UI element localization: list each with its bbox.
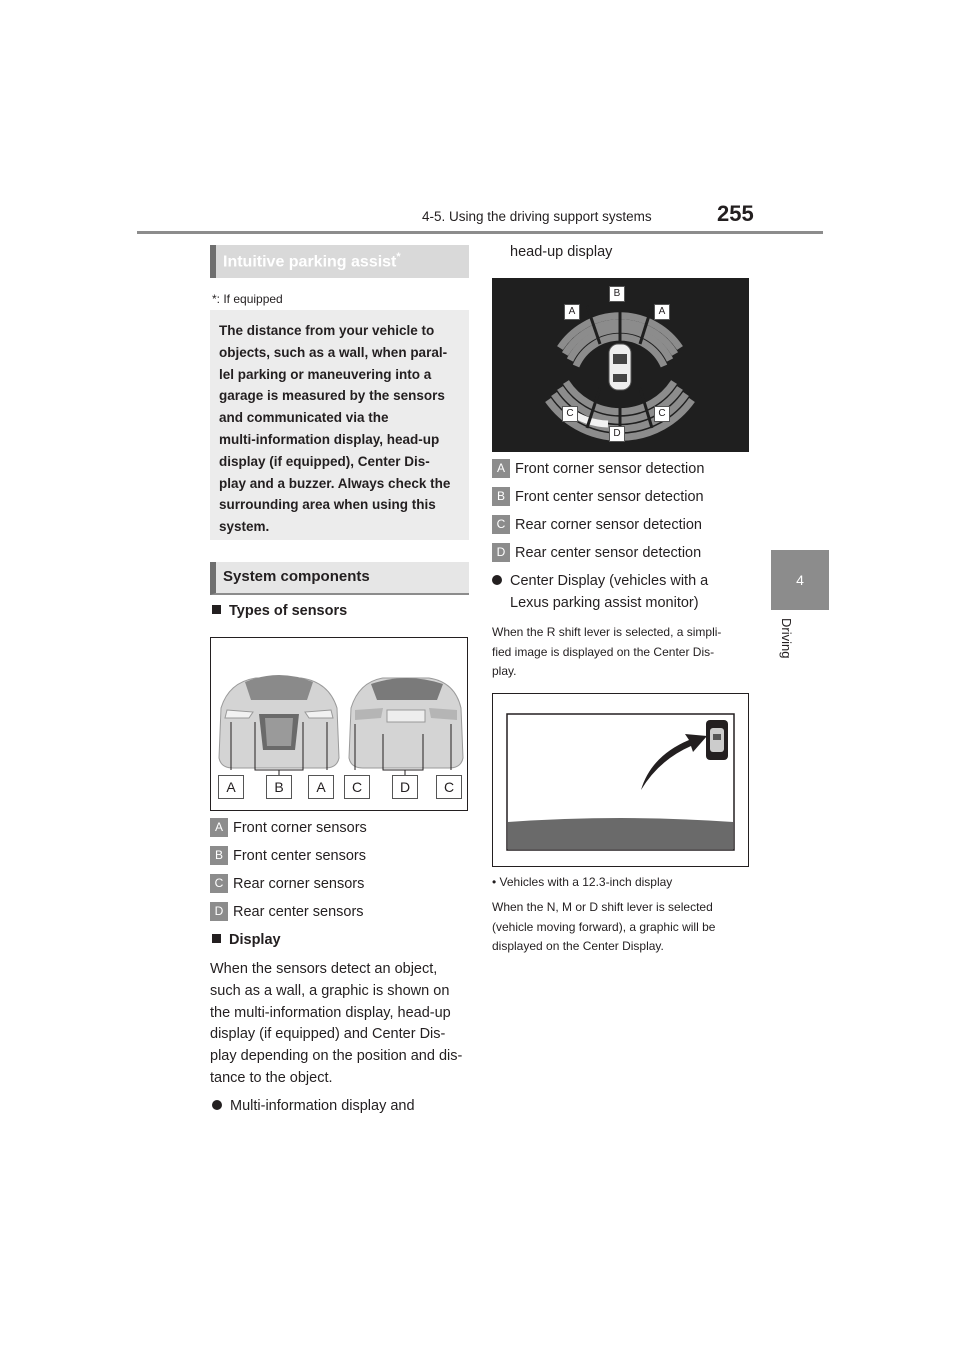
round-bullet-icon — [492, 575, 502, 585]
nmd-shift-paragraph — [492, 898, 715, 957]
r-shift-line: play. — [492, 664, 517, 678]
detection-legend-item — [492, 487, 704, 506]
legend-text: Front corner sensors — [233, 819, 367, 836]
legend-text: Front center sensor detection — [515, 488, 704, 505]
legend-badge: C — [492, 515, 510, 534]
chapter-label-text: Driving — [779, 618, 794, 659]
display-heading — [212, 932, 281, 948]
sensor-location-figure — [210, 637, 468, 811]
intro-line: surrounding area when using this — [219, 497, 436, 513]
vehicle-front-rear-illustration — [211, 638, 467, 810]
hud-continuation-text: head-up display — [510, 244, 613, 260]
system-components-heading: System components — [210, 562, 469, 595]
sensor-label-a-left: A — [218, 775, 244, 799]
hud-label-d: D — [609, 426, 625, 442]
legend-badge: C — [210, 874, 228, 893]
legend-text: Rear center sensor detection — [515, 544, 702, 561]
display-line: the multi-information display, head-up — [210, 1004, 451, 1021]
sensor-label-c-right: C — [436, 775, 462, 799]
display-paragraph — [210, 959, 462, 1090]
display-heading-text: Display — [229, 932, 281, 948]
display-line: play depending on the position and dis- — [210, 1048, 463, 1065]
nmd-line: When the N, M or D shift lever is selected — [492, 900, 713, 914]
display-line: When the sensors detect an object, — [210, 961, 438, 977]
intro-box — [210, 310, 469, 540]
hud-label-c-right: C — [654, 406, 670, 422]
hud-label-c-left: C — [562, 406, 578, 422]
intro-line: display (if equipped), Center Dis- — [219, 453, 430, 469]
legend-text: Front corner sensor detection — [515, 460, 705, 477]
r-shift-paragraph — [492, 623, 721, 682]
display-line: such as a wall, a graphic is shown on — [210, 982, 450, 999]
legend-text: Front center sensors — [233, 847, 366, 864]
square-bullet-icon — [212, 605, 221, 614]
legend-text: Rear center sensors — [233, 903, 364, 920]
intro-line: garage is measured by the sensors — [219, 388, 445, 404]
hud-label-a-right: A — [654, 304, 670, 320]
center-display-bullet — [492, 571, 708, 615]
center-display-figure — [492, 693, 749, 867]
legend-text: Rear corner sensors — [233, 875, 365, 892]
legend-text: Rear corner sensor detection — [515, 516, 702, 533]
r-shift-line: fied image is displayed on the Center Dis- — [492, 644, 715, 659]
intro-line: The distance from your vehicle to — [219, 323, 435, 338]
types-of-sensors-text: Types of sensors — [229, 603, 348, 619]
sensor-legend-item — [210, 818, 367, 837]
intro-line: system. — [219, 519, 270, 535]
intro-line: multi-information display, head-up — [219, 431, 440, 447]
legend-badge: D — [210, 902, 228, 921]
types-of-sensors-heading — [212, 603, 347, 619]
sensor-label-b: B — [266, 775, 292, 799]
legend-badge: D — [492, 543, 510, 562]
nmd-line: (vehicle moving forward), a graphic will be — [492, 919, 716, 934]
detection-legend-item — [492, 515, 702, 534]
page-title — [210, 245, 469, 278]
display-line: tance to the object. — [210, 1069, 333, 1086]
detection-legend-item — [492, 459, 704, 478]
legend-badge: B — [210, 846, 228, 865]
header-rule — [137, 231, 823, 234]
legend-badge: A — [210, 818, 228, 837]
sensor-legend-item — [210, 874, 364, 893]
center-display-bullet-line: Lexus parking assist monitor) — [510, 594, 699, 611]
intro-line: objects, such as a wall, when paral- — [219, 344, 448, 360]
header-section-title: 4-5. Using the driving support systems — [422, 209, 652, 224]
intro-line: play and a buzzer. Always check the — [219, 475, 451, 491]
intro-line: and communicated via the — [219, 410, 389, 426]
legend-badge: A — [492, 459, 510, 478]
round-bullet-icon — [212, 1100, 222, 1110]
chapter-label — [774, 618, 824, 678]
intro-line: lel parking or maneuvering into a — [219, 366, 432, 382]
r-shift-line: When the R shift lever is selected, a simpli- — [492, 625, 722, 639]
chapter-tab: 4 — [771, 550, 829, 610]
hud-label-a-left: A — [564, 304, 580, 320]
page-number: 255 — [717, 201, 754, 226]
center-display-bullet-line: Center Display (vehicles with a — [510, 573, 709, 589]
hud-display-figure — [492, 278, 749, 452]
title-asterisk: * — [396, 251, 401, 263]
sensor-label-d: D — [392, 775, 418, 799]
footnote: *: If equipped — [212, 292, 283, 306]
mid-display-bullet — [212, 1096, 415, 1118]
sensor-label-a-right: A — [308, 775, 334, 799]
sensor-legend-item — [210, 902, 364, 921]
display-line: display (if equipped) and Center Dis- — [210, 1026, 446, 1043]
legend-badge: B — [492, 487, 510, 506]
mid-display-bullet-text: Multi-information display and — [230, 1098, 415, 1114]
page-title-text: Intuitive parking assist — [223, 253, 397, 271]
hud-label-b: B — [609, 286, 625, 302]
center-display-illustration — [493, 694, 748, 866]
sensor-label-c-left: C — [344, 775, 370, 799]
sensor-legend-item — [210, 846, 366, 865]
nmd-line: displayed on the Center Display. — [492, 939, 664, 953]
square-bullet-icon — [212, 934, 221, 943]
detection-legend-item — [492, 543, 701, 562]
vehicle-12-inch-bullet: • Vehicles with a 12.3-inch display — [492, 875, 673, 889]
